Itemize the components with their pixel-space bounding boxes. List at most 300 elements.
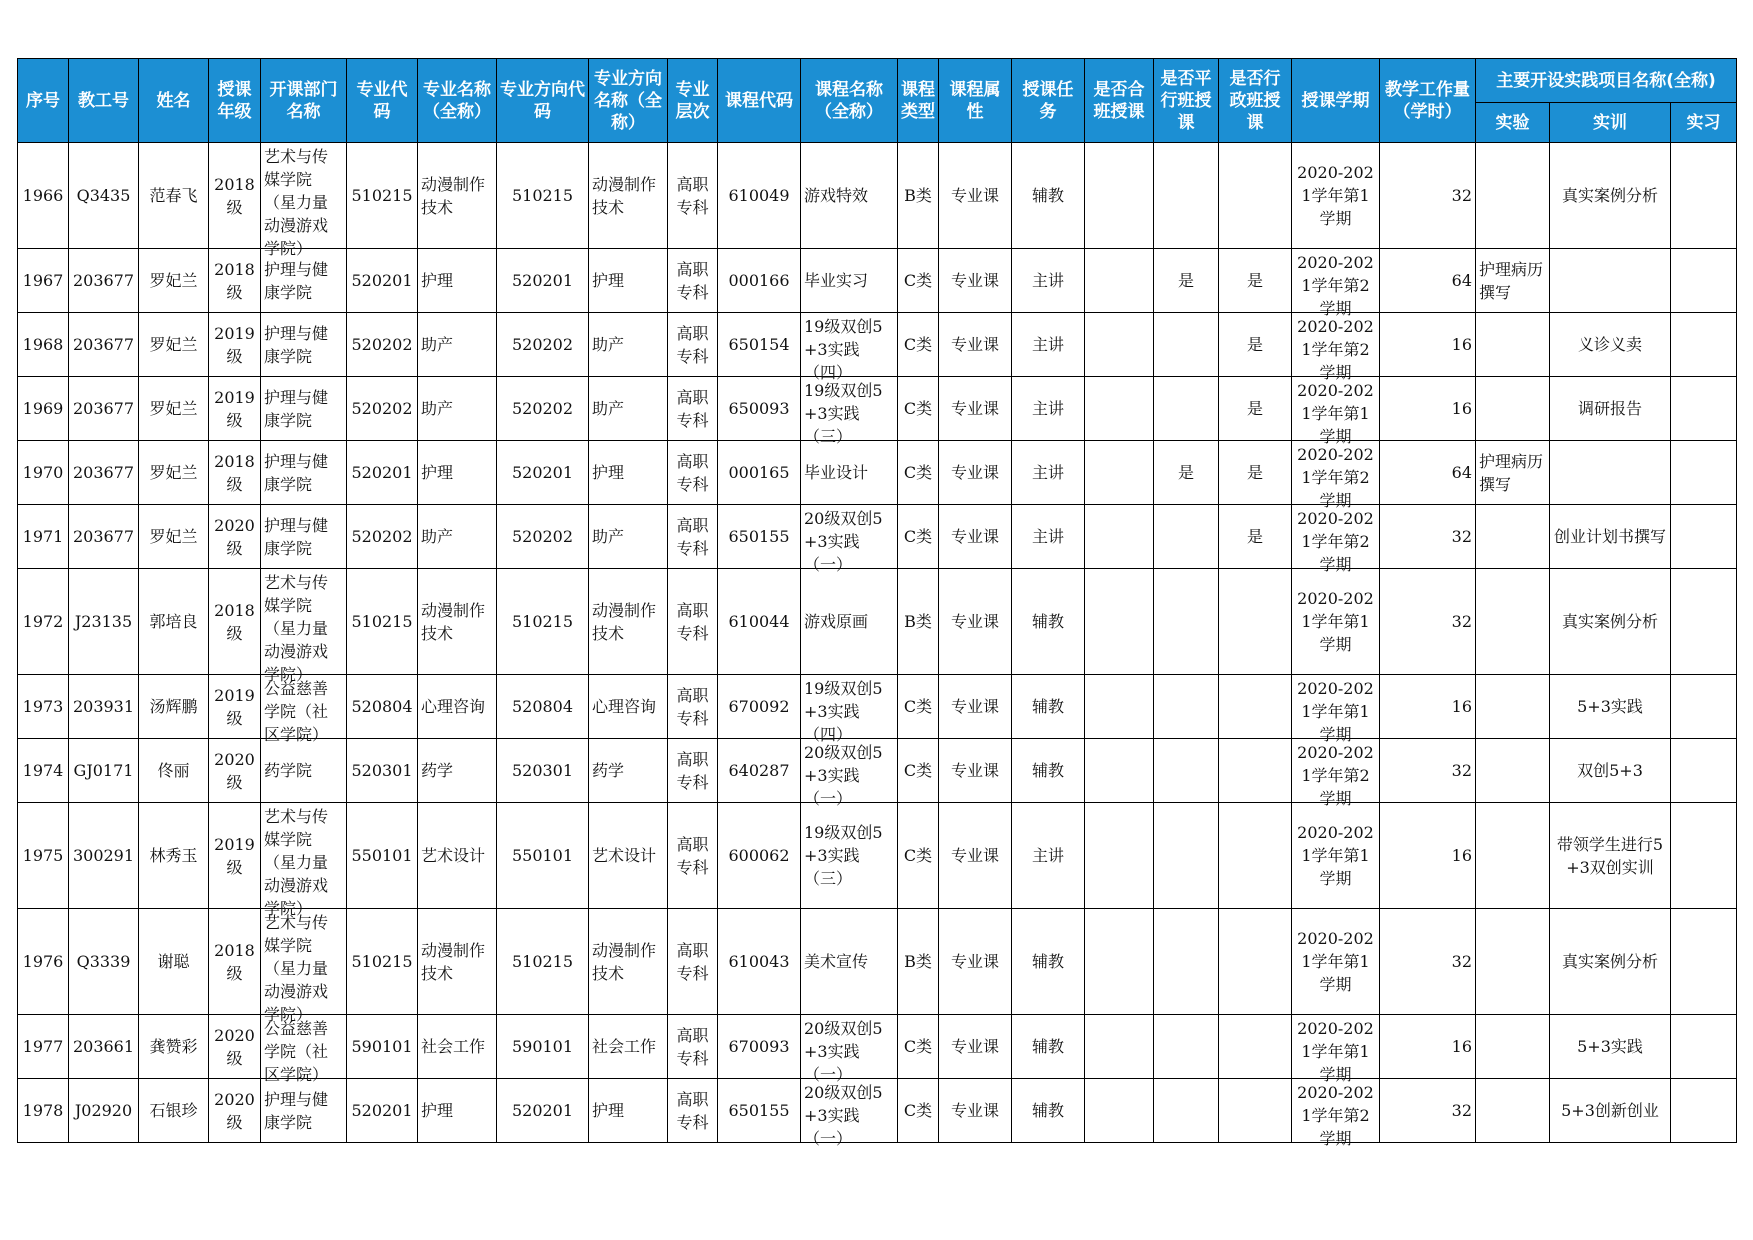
cell-text: 佟丽: [157, 761, 190, 780]
cell-text: 是: [1177, 271, 1194, 290]
cell-hours: [1380, 1015, 1476, 1079]
header-train: 实训: [1550, 103, 1671, 143]
cell-course-attr: [939, 739, 1012, 803]
cell-task: [1012, 909, 1085, 1015]
cell-text: 动漫制作技术: [421, 940, 486, 983]
cell-course-name: [801, 909, 898, 1015]
cell-text: 2020-2021学年第1学期: [1297, 163, 1374, 228]
cell-task: [1012, 675, 1085, 739]
cell-course-code: [718, 803, 801, 909]
cell-dir-code: [497, 1015, 589, 1079]
cell-course-attr: [939, 1015, 1012, 1079]
cell-hours: [1380, 377, 1476, 441]
cell-text: 是: [1246, 399, 1263, 418]
cell-text: 520301: [511, 761, 574, 780]
cell-course-attr: [939, 249, 1012, 313]
cell-dir-name: [589, 1015, 668, 1079]
cell-text: 2020-2021学年第2学期: [1297, 742, 1374, 808]
cell-hours: [1380, 803, 1476, 909]
cell-text: 203677: [72, 399, 135, 418]
cell-dir-name: [589, 803, 668, 909]
cell-course-name: [801, 505, 898, 574]
cell-term: [1292, 803, 1380, 909]
cell-seq: [18, 909, 69, 1015]
cell-train: [1550, 675, 1671, 739]
cell-text: 550101: [511, 846, 574, 865]
cell-staff-id: [69, 1079, 139, 1143]
cell-merged: [1085, 1015, 1154, 1079]
cell-dept: [261, 505, 347, 569]
cell-intern: [1671, 909, 1737, 1015]
cell-course-code: [718, 441, 801, 505]
cell-name: [139, 909, 209, 1015]
cell-course-name: [801, 569, 898, 675]
cell-text: 龚赞彩: [149, 1037, 198, 1056]
cell-text: 520202: [511, 527, 574, 546]
cell-course-code: [718, 313, 801, 377]
cell-merged: [1085, 313, 1154, 377]
cell-text: 520202: [351, 335, 413, 354]
cell-major-name: [418, 1079, 497, 1143]
cell-text: 19级双创5+3实践（三）: [804, 823, 883, 888]
cell-intern: [1671, 377, 1737, 441]
cell-text: 辅教: [1031, 186, 1064, 205]
cell-merged: [1085, 1079, 1154, 1143]
cell-merged: [1085, 739, 1154, 803]
cell-course-code: [718, 377, 801, 441]
cell-exp: [1476, 739, 1550, 803]
cell-merged: [1085, 441, 1154, 505]
cell-text: 650155: [728, 1101, 790, 1120]
cell-text: 5+3实践: [1577, 697, 1643, 716]
cell-dept: [261, 675, 347, 744]
cell-grade: [209, 505, 261, 569]
cell-grade: [209, 803, 261, 909]
cell-text: 520201: [351, 463, 413, 482]
cell-dir-code: [497, 377, 589, 441]
cell-text: 毕业实习: [804, 271, 869, 290]
cell-text: 动漫制作技术: [421, 174, 486, 217]
cell-text: 护理与健康学院: [264, 1089, 329, 1132]
cell-text: 2020-2021学年第2学期: [1297, 316, 1374, 382]
cell-course-attr: [939, 569, 1012, 675]
cell-dir-code: [497, 1079, 589, 1143]
cell-text: 辅教: [1031, 612, 1064, 631]
cell-text: 2019级: [214, 323, 255, 366]
cell-text: 艺术与传媒学院（星力量动漫游戏学院）: [264, 806, 329, 918]
cell-text: 520201: [511, 1101, 574, 1120]
cell-text: 520201: [511, 463, 574, 482]
cell-text: 32: [1451, 186, 1472, 205]
cell-text: 心理咨询: [421, 697, 486, 716]
cell-text: 高职专科: [676, 940, 709, 983]
cell-text: 辅教: [1031, 761, 1064, 780]
cell-course-type: [898, 313, 939, 377]
cell-exp: [1476, 803, 1550, 909]
cell-level: [668, 377, 718, 441]
cell-admin: [1219, 909, 1292, 1015]
cell-text: 汤辉鹏: [149, 697, 198, 716]
cell-text: 专业课: [950, 527, 999, 546]
cell-text: 520804: [351, 697, 413, 716]
cell-text: 2020-2021学年第1学期: [1297, 929, 1374, 994]
cell-text: C类: [903, 846, 933, 865]
cell-task: [1012, 569, 1085, 675]
cell-name: [139, 1015, 209, 1079]
cell-merged: [1085, 143, 1154, 249]
cell-text: 罗妃兰: [149, 527, 198, 546]
cell-major-code: [347, 1079, 418, 1143]
cell-seq: [18, 675, 69, 739]
cell-text: 600062: [728, 846, 790, 865]
cell-name: [139, 739, 209, 803]
cell-parallel: [1154, 569, 1219, 675]
cell-intern: [1671, 569, 1737, 675]
cell-text: 调研报告: [1577, 399, 1642, 418]
cell-text: 300291: [72, 846, 135, 865]
cell-exp: [1476, 313, 1550, 377]
cell-staff-id: [69, 249, 139, 313]
cell-intern: [1671, 803, 1737, 909]
cell-staff-id: [69, 803, 139, 909]
header-grade: 授课年级: [209, 59, 261, 143]
cell-text: Q3339: [76, 952, 131, 971]
cell-name: [139, 569, 209, 675]
cell-course-type: [898, 1079, 939, 1143]
cell-text: 520201: [351, 1101, 413, 1120]
cell-text: 高职专科: [676, 451, 709, 494]
cell-text: 罗妃兰: [149, 399, 198, 418]
cell-dept: [261, 803, 347, 918]
cell-course-type: [898, 143, 939, 249]
cell-major-name: [418, 441, 497, 505]
header-major-name: 专业名称（全称）: [418, 59, 497, 143]
cell-staff-id: [69, 505, 139, 569]
cell-admin: [1219, 313, 1292, 377]
cell-seq: [18, 1015, 69, 1079]
header-course-name: 课程名称（全称）: [801, 59, 898, 143]
cell-major-code: [347, 739, 418, 803]
cell-text: 1966: [22, 186, 64, 205]
cell-name: [139, 803, 209, 909]
cell-text: 520301: [351, 761, 413, 780]
cell-text: 5+3实践: [1577, 1037, 1643, 1056]
cell-text: 2018级: [214, 600, 255, 643]
cell-major-name: [418, 313, 497, 377]
cell-dept: [261, 569, 347, 684]
cell-text: 520804: [511, 697, 574, 716]
cell-text: 19级双创5+3实践（四）: [804, 316, 883, 382]
cell-text: 高职专科: [676, 259, 709, 302]
cell-text: 2018级: [214, 451, 255, 494]
cell-admin: [1219, 1015, 1292, 1079]
cell-major-code: [347, 569, 418, 675]
cell-parallel: [1154, 249, 1219, 313]
cell-text: 000166: [728, 271, 790, 290]
cell-text: 1969: [22, 399, 64, 418]
cell-dir-name: [589, 909, 668, 1015]
cell-text: 双创5+3: [1577, 761, 1643, 780]
cell-major-code: [347, 675, 418, 739]
cell-task: [1012, 739, 1085, 803]
cell-text: B类: [904, 186, 932, 205]
cell-major-name: [418, 803, 497, 909]
cell-grade: [209, 1079, 261, 1143]
cell-text: 主讲: [1031, 399, 1064, 418]
cell-train: [1550, 313, 1671, 377]
cell-text: 郭培良: [149, 612, 198, 631]
cell-text: 创业计划书撰写: [1553, 527, 1666, 546]
cell-exp: [1476, 1015, 1550, 1079]
header-exp: 实验: [1476, 103, 1550, 143]
cell-text: 护理: [421, 1101, 454, 1120]
cell-exp: [1476, 569, 1550, 675]
cell-text: 林秀玉: [149, 846, 198, 865]
cell-text: 16: [1451, 697, 1472, 716]
cell-level: [668, 505, 718, 569]
cell-term: [1292, 249, 1380, 318]
cell-text: 助产: [592, 335, 625, 354]
cell-text: 护理与健康学院: [264, 451, 329, 494]
header-dir-code: 专业方向代码: [497, 59, 589, 143]
cell-text: 5+3创新创业: [1561, 1101, 1659, 1120]
cell-dir-name: [589, 739, 668, 803]
cell-level: [668, 739, 718, 803]
cell-exp: [1476, 249, 1550, 313]
cell-text: 000165: [728, 463, 790, 482]
cell-level: [668, 675, 718, 739]
cell-text: 辅教: [1031, 697, 1064, 716]
cell-text: 520201: [511, 271, 574, 290]
cell-text: 20级双创5+3实践（一）: [804, 1018, 883, 1084]
cell-seq: [18, 505, 69, 569]
cell-intern: [1671, 143, 1737, 249]
cell-admin: [1219, 249, 1292, 313]
cell-train: [1550, 441, 1671, 505]
cell-major-code: [347, 249, 418, 313]
cell-course-attr: [939, 909, 1012, 1015]
table-row: [18, 909, 1737, 1015]
cell-merged: [1085, 675, 1154, 739]
cell-text: 1978: [22, 1101, 64, 1120]
cell-level: [668, 803, 718, 909]
cell-train: [1550, 1079, 1671, 1143]
cell-course-name: [801, 1015, 898, 1084]
cell-text: 高职专科: [676, 1025, 709, 1068]
cell-train: [1550, 1015, 1671, 1079]
cell-parallel: [1154, 377, 1219, 441]
cell-text: 高职专科: [676, 515, 709, 558]
cell-admin: [1219, 143, 1292, 249]
header-dept: 开课部门名称: [261, 59, 347, 143]
header-course-type: 课程类型: [898, 59, 939, 143]
cell-text: 主讲: [1031, 463, 1064, 482]
cell-text: 主讲: [1031, 527, 1064, 546]
cell-dir-code: [497, 739, 589, 803]
cell-text: 520202: [511, 335, 574, 354]
cell-text: 护理: [592, 1101, 625, 1120]
cell-text: 2020级: [214, 1089, 255, 1132]
cell-text: 1973: [22, 697, 64, 716]
cell-staff-id: [69, 1015, 139, 1079]
cell-text: C类: [903, 1101, 933, 1120]
cell-hours: [1380, 909, 1476, 1015]
cell-course-code: [718, 1079, 801, 1143]
cell-text: 32: [1451, 761, 1472, 780]
cell-text: 动漫制作技术: [421, 600, 486, 643]
header-term: 授课学期: [1292, 59, 1380, 143]
cell-seq: [18, 313, 69, 377]
cell-text: 专业课: [950, 463, 999, 482]
cell-text: 专业课: [950, 271, 999, 290]
cell-merged: [1085, 249, 1154, 313]
header-practice: 主要开设实践项目名称(全称): [1476, 59, 1737, 103]
cell-level: [668, 1015, 718, 1079]
cell-admin: [1219, 505, 1292, 569]
cell-dept: [261, 1079, 347, 1143]
cell-admin: [1219, 675, 1292, 739]
header-staff-id: 教工号: [69, 59, 139, 143]
cell-dir-code: [497, 803, 589, 909]
cell-merged: [1085, 909, 1154, 1015]
cell-exp: [1476, 505, 1550, 569]
cell-staff-id: [69, 441, 139, 505]
cell-text: 203661: [72, 1037, 135, 1056]
cell-course-name: [801, 1079, 898, 1148]
cell-text: 护理与健康学院: [264, 259, 329, 302]
cell-text: 670093: [728, 1037, 790, 1056]
cell-train: [1550, 143, 1671, 249]
cell-intern: [1671, 441, 1737, 505]
table-row: [18, 377, 1737, 441]
cell-text: C类: [903, 271, 933, 290]
cell-staff-id: [69, 143, 139, 249]
cell-course-code: [718, 739, 801, 803]
cell-text: C类: [903, 335, 933, 354]
cell-text: 2020-2021学年第1学期: [1297, 589, 1374, 654]
cell-major-code: [347, 377, 418, 441]
cell-admin: [1219, 377, 1292, 441]
cell-seq: [18, 739, 69, 803]
cell-text: 毕业设计: [804, 463, 869, 482]
header-intern: 实习: [1671, 103, 1737, 143]
cell-text: 真实案例分析: [1561, 186, 1658, 205]
teaching-practice-table: [17, 58, 1737, 1148]
cell-dir-name: [589, 249, 668, 313]
cell-admin: [1219, 1079, 1292, 1143]
cell-text: 19级双创5+3实践（三）: [804, 380, 883, 446]
cell-major-name: [418, 505, 497, 569]
cell-staff-id: [69, 675, 139, 739]
cell-text: 高职专科: [676, 749, 709, 792]
cell-seq: [18, 1079, 69, 1143]
cell-hours: [1380, 441, 1476, 505]
table-row: [18, 313, 1737, 377]
cell-term: [1292, 505, 1380, 574]
cell-major-code: [347, 313, 418, 377]
cell-course-type: [898, 441, 939, 505]
cell-parallel: [1154, 441, 1219, 505]
table-row: [18, 143, 1737, 249]
cell-text: 是: [1246, 271, 1263, 290]
cell-parallel: [1154, 909, 1219, 1015]
cell-major-name: [418, 675, 497, 739]
cell-exp: [1476, 143, 1550, 249]
cell-text: 2020级: [214, 1025, 255, 1068]
cell-staff-id: [69, 909, 139, 1015]
cell-major-code: [347, 1015, 418, 1079]
cell-text: 公益慈善学院（社区学院）: [264, 1018, 329, 1084]
cell-course-code: [718, 675, 801, 739]
cell-text: 专业课: [950, 335, 999, 354]
cell-name: [139, 1079, 209, 1143]
cell-text: 真实案例分析: [1561, 612, 1658, 631]
cell-text: 辅教: [1031, 1101, 1064, 1120]
cell-text: 主讲: [1031, 335, 1064, 354]
cell-text: 610049: [728, 186, 790, 205]
cell-intern: [1671, 313, 1737, 377]
cell-text: 高职专科: [676, 600, 709, 643]
cell-text: 石银珍: [149, 1101, 198, 1120]
cell-train: [1550, 249, 1671, 313]
cell-level: [668, 909, 718, 1015]
cell-text: 203677: [72, 335, 135, 354]
header-hours: 教学工作量（学时）: [1380, 59, 1476, 143]
cell-major-code: [347, 143, 418, 249]
cell-text: 2018级: [214, 174, 255, 217]
cell-text: 20级双创5+3实践（一）: [804, 508, 883, 574]
cell-text: 助产: [421, 527, 454, 546]
cell-major-name: [418, 569, 497, 675]
cell-dir-name: [589, 313, 668, 377]
cell-merged: [1085, 803, 1154, 909]
cell-text: 专业课: [950, 186, 999, 205]
cell-intern: [1671, 1015, 1737, 1079]
cell-text: 是: [1246, 527, 1263, 546]
cell-staff-id: [69, 739, 139, 803]
cell-text: 护理: [421, 463, 454, 482]
cell-text: 高职专科: [676, 685, 709, 728]
cell-text: 2019级: [214, 387, 255, 430]
cell-grade: [209, 569, 261, 675]
cell-dir-name: [589, 441, 668, 505]
cell-course-name: [801, 441, 898, 505]
cell-text: 护理: [592, 271, 625, 290]
cell-text: 游戏特效: [804, 186, 869, 205]
cell-admin: [1219, 739, 1292, 803]
cell-text: 520202: [351, 527, 413, 546]
cell-seq: [18, 143, 69, 249]
cell-seq: [18, 803, 69, 909]
cell-major-name: [418, 1015, 497, 1079]
table-body: [18, 143, 1737, 1148]
cell-text: 670092: [728, 697, 790, 716]
cell-text: 1975: [22, 846, 64, 865]
cell-text: J02920: [74, 1101, 133, 1120]
cell-exp: [1476, 377, 1550, 441]
cell-text: 专业课: [950, 1037, 999, 1056]
cell-text: 艺术设计: [421, 846, 486, 865]
cell-parallel: [1154, 505, 1219, 569]
cell-grade: [209, 1015, 261, 1079]
cell-course-code: [718, 909, 801, 1015]
cell-name: [139, 505, 209, 569]
cell-dir-name: [589, 1079, 668, 1143]
cell-staff-id: [69, 313, 139, 377]
cell-text: 护理: [592, 463, 625, 482]
cell-train: [1550, 377, 1671, 441]
cell-dept: [261, 377, 347, 441]
